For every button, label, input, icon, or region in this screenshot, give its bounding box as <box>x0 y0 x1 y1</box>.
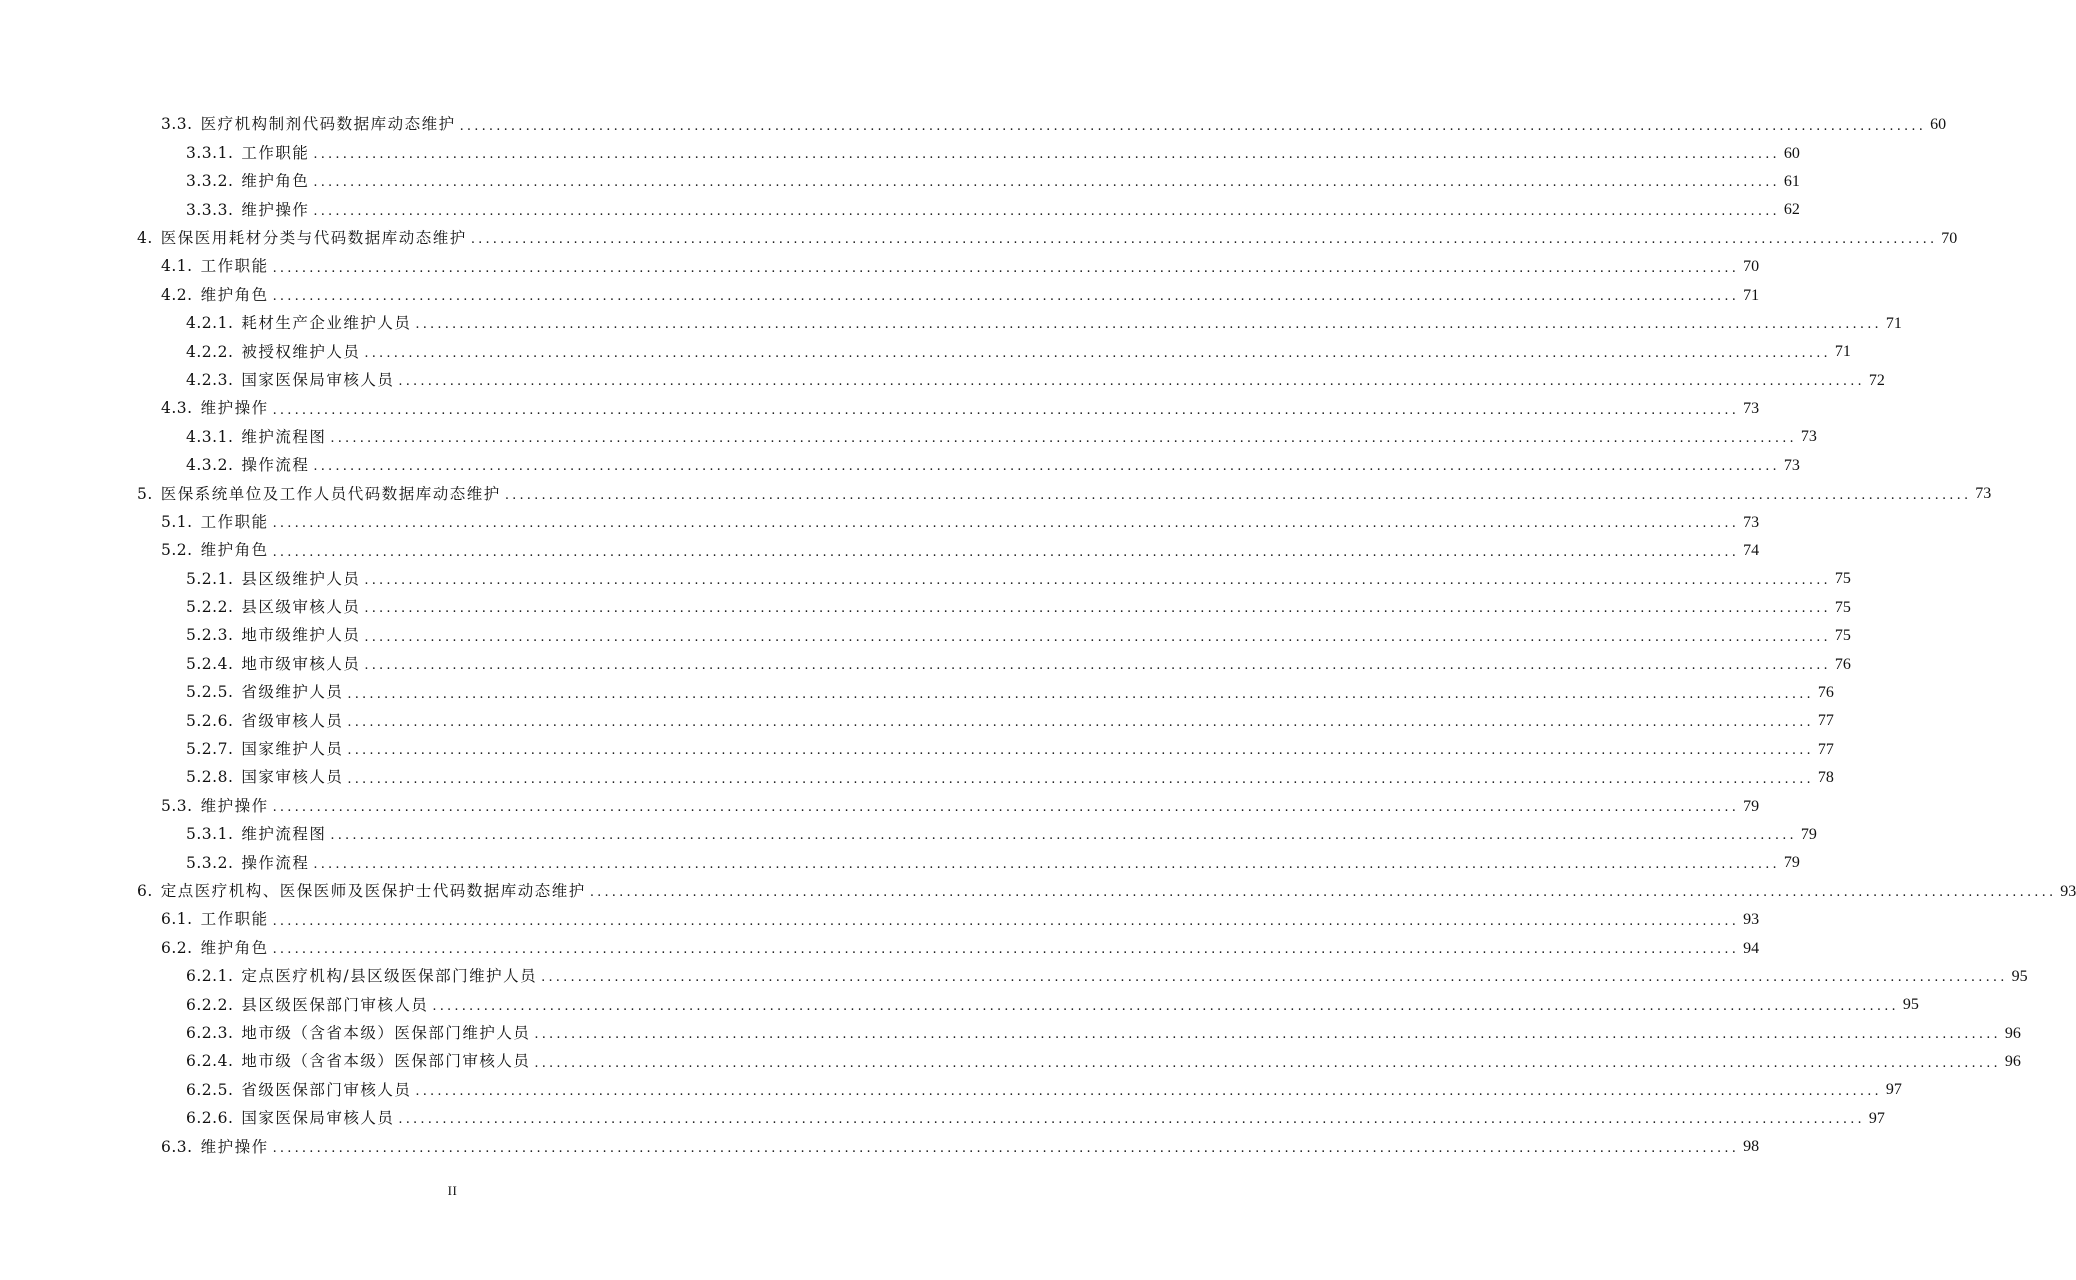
toc-dot-leader: ........................................................................................................................................................................................................ <box>364 658 1831 674</box>
toc-entry-number: 6.2.4. <box>186 1052 234 1071</box>
toc-entry-title: 省级审核人员 <box>241 711 344 730</box>
toc-entry-number: 4.3.1. <box>186 427 234 446</box>
toc-entry-number: 5.2.6. <box>186 711 234 730</box>
toc-entry-page: 79 <box>1743 797 1760 815</box>
toc-entry-number: 5.2.7. <box>186 740 234 759</box>
toc-dot-leader: ........................................................................................................................................................................................................ <box>589 885 2057 901</box>
toc-entry-page: 97 <box>1868 1109 1885 1127</box>
toc-entry-page: 97 <box>1885 1081 1902 1099</box>
toc-entry-title: 工作职能 <box>200 910 269 929</box>
toc-dot-leader: ........................................................................................................................................................................................................ <box>398 374 1865 390</box>
toc-entry[interactable] <box>0 537 1760 565</box>
toc-entry[interactable] <box>0 906 1760 934</box>
toc-entry-page: 95 <box>2011 967 2028 985</box>
toc-entry-page: 95 <box>1902 996 1919 1014</box>
toc-entry-title: 维护操作 <box>200 1137 269 1156</box>
toc-entry-number: 6.2.1. <box>186 967 234 986</box>
toc-entry[interactable] <box>0 878 2076 906</box>
toc-entry-title: 操作流程 <box>241 853 310 872</box>
toc-entry-title: 被授权维护人员 <box>241 342 361 361</box>
toc-dot-leader: ........................................................................................................................................................................................................ <box>364 629 1831 645</box>
toc-entry-number: 5.2.5. <box>186 683 234 702</box>
toc-entry[interactable] <box>0 707 1834 735</box>
toc-entry-page: 77 <box>1817 740 1834 758</box>
toc-entry-page: 70 <box>1743 258 1760 276</box>
toc-dot-leader: ........................................................................................................................................................................................................ <box>398 1112 1865 1128</box>
toc-entry-title: 定点医疗机构、医保医师及医保护士代码数据库动态维护 <box>160 881 586 900</box>
toc-entry[interactable] <box>0 1020 2021 1048</box>
toc-dot-leader: ........................................................................................................................................................................................................ <box>364 601 1831 617</box>
toc-entry[interactable] <box>0 679 1834 707</box>
toc-entry-number: 5.2.3. <box>186 626 234 645</box>
toc-dot-leader: ........................................................................................................................................................................................................ <box>272 1140 1740 1156</box>
toc-entry-page: 96 <box>2004 1024 2021 1042</box>
toc-entry-number: 5. <box>137 484 153 503</box>
toc-dot-leader: ........................................................................................................................................................................................................ <box>272 800 1740 816</box>
toc-entry-title: 地市级（含省本级）医保部门审核人员 <box>241 1052 531 1071</box>
toc-entry-title: 地市级维护人员 <box>241 626 361 645</box>
toc-dot-leader: ........................................................................................................................................................................................................ <box>364 572 1831 588</box>
toc-entry-page: 71 <box>1885 314 1902 332</box>
toc-dot-leader: ........................................................................................................................................................................................................ <box>272 913 1740 929</box>
toc-entry-title: 国家医保局审核人员 <box>241 370 395 389</box>
toc-entry-number: 3.3.2. <box>186 172 234 191</box>
toc-dot-leader: ........................................................................................................................................................................................................ <box>272 942 1740 958</box>
toc-entry-title: 县区级维护人员 <box>241 569 361 588</box>
toc-dot-leader: ........................................................................................................................................................................................................ <box>330 430 1797 446</box>
toc-entry[interactable] <box>0 423 1817 451</box>
toc-entry[interactable] <box>0 565 1851 593</box>
toc-entry[interactable] <box>0 764 1834 792</box>
toc-entry[interactable] <box>0 792 1760 820</box>
toc-entry[interactable] <box>0 849 1800 877</box>
toc-entry-page: 94 <box>1743 939 1760 957</box>
toc-entry-page: 75 <box>1834 598 1851 616</box>
toc-entry-title: 省级维护人员 <box>241 683 344 702</box>
toc-dot-leader: ........................................................................................................................................................................................................ <box>534 1027 2001 1043</box>
toc-entry-title: 县区级医保部门审核人员 <box>241 995 429 1014</box>
toc-entry-page: 73 <box>1783 456 1800 474</box>
toc-entry-title: 医疗机构制剂代码数据库动态维护 <box>200 115 456 134</box>
toc-entry-number: 5.2.4. <box>186 654 234 673</box>
toc-dot-leader: ........................................................................................................................................................................................................ <box>347 743 1814 759</box>
toc-entry-title: 维护角色 <box>200 541 269 560</box>
toc-entry-number: 6.1. <box>161 910 193 929</box>
toc-entry[interactable] <box>0 508 1760 536</box>
toc-entry-number: 5.2.2. <box>186 598 234 617</box>
toc-entry-page: 71 <box>1834 343 1851 361</box>
toc-dot-leader: ........................................................................................................................................................................................................ <box>432 998 1899 1014</box>
toc-dot-leader: ........................................................................................................................................................................................................ <box>272 544 1740 560</box>
toc-entry-title: 省级医保部门审核人员 <box>241 1080 412 1099</box>
toc-entry-page: 60 <box>1783 144 1800 162</box>
toc-entry-title: 县区级审核人员 <box>241 598 361 617</box>
toc-dot-leader: ........................................................................................................................................................................................................ <box>541 970 2008 986</box>
toc-entry-number: 6.2. <box>161 938 193 957</box>
toc-entry[interactable] <box>0 111 1947 139</box>
toc-dot-leader: ........................................................................................................................................................................................................ <box>313 175 1780 191</box>
toc-entry-page: 60 <box>1930 116 1947 134</box>
toc-entry-title: 工作职能 <box>200 257 269 276</box>
toc-entry[interactable] <box>0 196 1800 224</box>
toc-entry-number: 5.3.1. <box>186 825 234 844</box>
toc-entry-number: 4.2.2. <box>186 342 234 361</box>
toc-entry-number: 6.3. <box>161 1137 193 1156</box>
toc-entry[interactable] <box>0 594 1851 622</box>
toc-entry-page: 73 <box>1800 428 1817 446</box>
toc-entry-page: 79 <box>1800 825 1817 843</box>
toc-entry-number: 5.2.8. <box>186 768 234 787</box>
toc-entry-page: 74 <box>1743 542 1760 560</box>
toc-entry-title: 维护角色 <box>200 285 269 304</box>
toc-entry-number: 4.2. <box>161 285 193 304</box>
toc-dot-leader: ........................................................................................................................................................................................................ <box>415 317 1882 333</box>
toc-entry[interactable] <box>0 650 1851 678</box>
toc-entry-title: 维护角色 <box>241 172 310 191</box>
toc-entry[interactable] <box>0 452 1800 480</box>
toc-entry-page: 72 <box>1868 371 1885 389</box>
toc-entry[interactable] <box>0 395 1760 423</box>
toc-entry[interactable] <box>0 480 1992 508</box>
toc-entry-number: 5.3. <box>161 796 193 815</box>
toc-entry-number: 5.2. <box>161 541 193 560</box>
toc-dot-leader: ........................................................................................................................................................................................................ <box>313 856 1780 872</box>
toc-entry-title: 工作职能 <box>241 143 310 162</box>
toc-entry[interactable] <box>0 168 1800 196</box>
toc-entry[interactable] <box>0 253 1760 281</box>
toc-entry-number: 3.3. <box>161 115 193 134</box>
toc-entry-page: 98 <box>1743 1138 1760 1156</box>
toc-entry-page: 73 <box>1743 513 1760 531</box>
toc-entry[interactable] <box>0 338 1851 366</box>
toc-entry-page: 76 <box>1817 684 1834 701</box>
toc-dot-leader: ........................................................................................................................................................................................................ <box>534 1055 2001 1071</box>
toc-entry-title: 国家审核人员 <box>241 768 344 787</box>
toc-entry[interactable] <box>0 1076 1902 1104</box>
toc-entry[interactable] <box>0 736 1834 764</box>
toc-dot-leader: ........................................................................................................................................................................................................ <box>313 147 1780 163</box>
toc-dot-leader: ........................................................................................................................................................................................................ <box>470 232 1938 248</box>
toc-entry-title: 地市级（含省本级）医保部门维护人员 <box>241 1023 531 1042</box>
toc-entry-page: 96 <box>2004 1053 2021 1071</box>
toc-entry-page: 93 <box>2060 882 2076 900</box>
toc-entry-page: 77 <box>1817 712 1834 730</box>
toc-entry-page: 75 <box>1834 570 1851 588</box>
toc-dot-leader: ........................................................................................................................................................................................................ <box>272 516 1740 532</box>
toc-entry-number: 3.3.3. <box>186 200 234 219</box>
toc-entry-page: 70 <box>1941 229 1958 247</box>
toc-entry-title: 维护操作 <box>200 399 269 418</box>
toc-entry-page: 71 <box>1743 286 1760 304</box>
toc-entry-number: 6.2.5. <box>186 1080 234 1099</box>
toc-entry-page: 79 <box>1783 854 1800 872</box>
toc-entry-title: 维护操作 <box>241 200 310 219</box>
toc-entry[interactable] <box>0 821 1817 849</box>
toc-entry-title: 维护流程图 <box>241 427 327 446</box>
toc-entry-title: 维护角色 <box>200 938 269 957</box>
toc-entry-number: 4. <box>137 229 153 247</box>
toc-dot-leader: ........................................................................................................................................................................................................ <box>347 771 1814 787</box>
toc-entry-number: 4.3.2. <box>186 456 234 475</box>
toc-entry-number: 6.2.6. <box>186 1109 234 1128</box>
toc-entry[interactable] <box>0 991 1919 1019</box>
toc-entry[interactable] <box>0 310 1902 338</box>
toc-dot-leader: ........................................................................................................................................................................................................ <box>347 714 1814 730</box>
toc-entry[interactable] <box>0 139 1800 167</box>
toc-entry-page: 61 <box>1783 172 1800 190</box>
toc-entry-number: 4.1. <box>161 257 193 276</box>
toc-entry-title: 地市级审核人员 <box>241 654 361 673</box>
toc-dot-leader: ........................................................................................................................................................................................................ <box>330 828 1797 844</box>
toc-entry[interactable] <box>0 1133 1760 1161</box>
toc-entry-number: 4.2.1. <box>186 314 234 333</box>
toc-dot-leader: ........................................................................................................................................................................................................ <box>272 289 1740 305</box>
toc-entry-page: 62 <box>1783 201 1800 219</box>
toc-entry-page: 76 <box>1834 655 1851 673</box>
toc-entry[interactable] <box>0 281 1760 309</box>
toc-entry-number: 3.3.1. <box>186 143 234 162</box>
toc-entry[interactable] <box>0 225 1958 253</box>
toc-entry[interactable] <box>0 934 1760 962</box>
toc-entry-title: 维护操作 <box>200 796 269 815</box>
toc-entry-title: 工作职能 <box>200 512 269 531</box>
toc-entry[interactable] <box>0 367 1885 395</box>
toc-dot-leader: ........................................................................................................................................................................................................ <box>313 203 1780 219</box>
toc-entry-page: 93 <box>1743 911 1760 929</box>
toc-entry-number: 6. <box>137 881 153 900</box>
toc-entry-page: 73 <box>1975 485 1992 503</box>
toc-entry[interactable] <box>0 1048 2021 1076</box>
toc-entry-page: 75 <box>1834 627 1851 645</box>
toc-entry-page: 78 <box>1817 769 1834 787</box>
toc-entry-title: 国家维护人员 <box>241 740 344 759</box>
toc-entry-number: 4.3. <box>161 399 193 418</box>
toc-entry-title: 定点医疗机构/县区级医保部门维护人员 <box>241 967 538 986</box>
toc-dot-leader: ........................................................................................................................................................................................................ <box>272 402 1740 418</box>
toc-dot-leader: ........................................................................................................................................................................................................ <box>364 345 1831 361</box>
toc-entry-title: 国家医保局审核人员 <box>241 1109 395 1128</box>
toc-entry-number: 5.1. <box>161 512 193 531</box>
table-of-contents <box>0 111 2076 1161</box>
toc-entry-title: 操作流程 <box>241 456 310 475</box>
toc-dot-leader: ........................................................................................................................................................................................................ <box>272 260 1740 276</box>
toc-entry-number: 5.3.2. <box>186 853 234 872</box>
toc-entry-title: 耗材生产企业维护人员 <box>241 314 412 333</box>
toc-dot-leader: ........................................................................................................................................................................................................ <box>347 686 1814 702</box>
toc-dot-leader: ........................................................................................................................................................................................................ <box>415 1083 1882 1099</box>
toc-entry-number: 5.2.1. <box>186 569 234 588</box>
toc-entry-title: 维护流程图 <box>241 825 327 844</box>
toc-entry[interactable] <box>0 963 2028 991</box>
toc-entry-page: 73 <box>1743 400 1760 418</box>
page-number-footer: II <box>447 1183 458 1198</box>
toc-entry-number: 6.2.3. <box>186 1023 234 1042</box>
toc-entry-title: 医保医用耗材分类与代码数据库动态维护 <box>160 229 467 247</box>
toc-entry-title: 医保系统单位及工作人员代码数据库动态维护 <box>160 484 501 503</box>
toc-dot-leader: ........................................................................................................................................................................................................ <box>459 118 1927 134</box>
toc-dot-leader: ........................................................................................................................................................................................................ <box>313 459 1780 475</box>
toc-entry[interactable] <box>0 1105 1885 1133</box>
toc-dot-leader: ........................................................................................................................................................................................................ <box>504 487 1972 503</box>
toc-entry-number: 4.2.3. <box>186 370 234 389</box>
toc-entry[interactable] <box>0 622 1851 650</box>
toc-entry-number: 6.2.2. <box>186 995 234 1014</box>
